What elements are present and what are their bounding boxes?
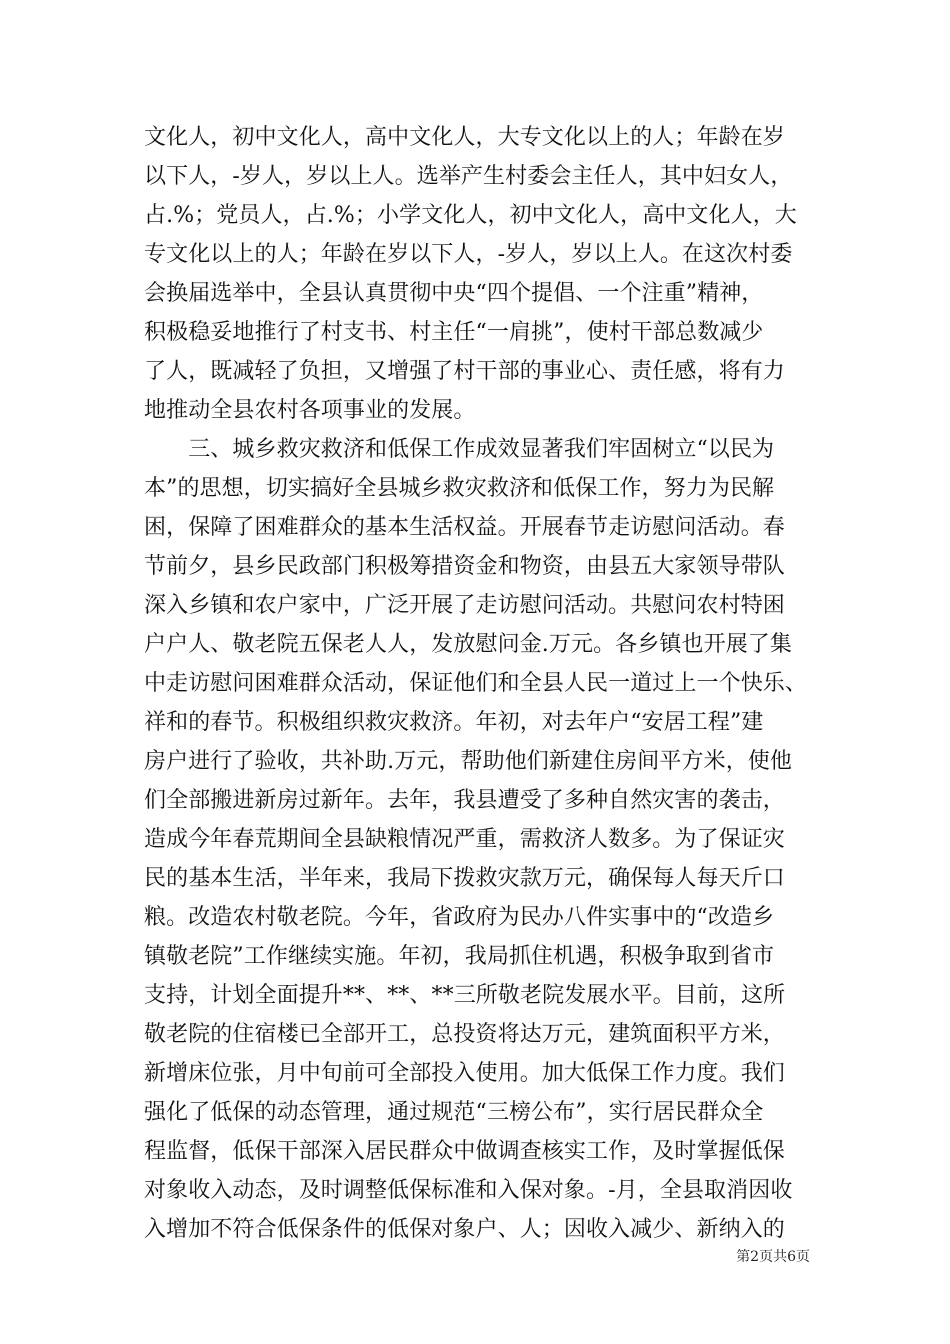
text-line: 文化人，初中文化人，高中文化人，大专文化以上的人；年龄在岁 bbox=[144, 125, 785, 150]
text-line: 积极稳妥地推行了村支书、村主任“一肩挑”，使村干部总数减少 bbox=[144, 320, 764, 345]
text-line: 新增床位张，月中旬前可全部投入使用。加大低保工作力度。我们 bbox=[144, 1061, 785, 1086]
text-line: 深入乡镇和农户家中，广泛开展了走访慰问活动。共慰问农村特困 bbox=[144, 593, 785, 618]
text-line: 会换届选举中，全县认真贯彻中央“四个提倡、一个注重”精神， bbox=[144, 281, 764, 306]
text-line: 造成今年春荒期间全县缺粮情况严重，需救济人数多。为了保证灾 bbox=[144, 827, 785, 852]
text-line: 祥和的春节。积极组织救灾救济。年初，对去年户“安居工程”建 bbox=[144, 710, 764, 735]
page-number: 第2页共6页 bbox=[736, 1249, 810, 1265]
text-line: 对象收入动态，及时调整低保标准和入保对象。-月，全县取消因收 bbox=[144, 1178, 793, 1203]
text-line: 敬老院的住宿楼已全部开工，总投资将达万元，建筑面积平方米， bbox=[144, 1022, 785, 1047]
text-line: 程监督，低保干部深入居民群众中做调查核实工作，及时掌握低保 bbox=[144, 1139, 785, 1164]
text-line: 入增加不符合低保条件的低保对象户、人；因收入减少、新纳入的 bbox=[144, 1217, 785, 1242]
text-line: 本”的思想，切实搞好全县城乡救灾救济和低保工作，努力为民解 bbox=[144, 476, 775, 501]
text-line: 强化了低保的动态管理，通过规范“三榜公布”，实行居民群众全 bbox=[144, 1100, 764, 1125]
text-line: 房户进行了验收，共补助.万元，帮助他们新建住房间平方米，使他 bbox=[144, 749, 792, 774]
text-line: 专文化以上的人；年龄在岁以下人，-岁人，岁以上人。在这次村委 bbox=[144, 242, 793, 267]
text-line: 以下人，-岁人，岁以上人。选举产生村委会主任人，其中妇女人， bbox=[144, 164, 793, 189]
text-line: 困，保障了困难群众的基本生活权益。开展春节走访慰问活动。春 bbox=[144, 515, 785, 540]
text-line: 三、城乡救灾救济和低保工作成效显著我们牢固树立“以民为 bbox=[144, 437, 775, 462]
text-line: 们全部搬进新房过新年。去年，我县遭受了多种自然灾害的袭击， bbox=[144, 788, 785, 813]
text-line: 粮。改造农村敬老院。今年，省政府为民办八件实事中的“改造乡 bbox=[144, 905, 775, 930]
text-line: 镇敬老院”工作继续实施。年初，我局抓住机遇，积极争取到省市 bbox=[144, 944, 775, 969]
document-body bbox=[144, 118, 810, 1249]
text-line: 中走访慰问困难群众活动，保证他们和全县人民一道过上一个快乐、 bbox=[144, 671, 808, 696]
text-line: 节前夕，县乡民政部门积极筹措资金和物资，由县五大家领导带队 bbox=[144, 554, 785, 579]
text-line: 地推动全县农村各项事业的发展。 bbox=[144, 398, 476, 423]
text-line: 户户人、敬老院五保老人人，发放慰问金.万元。各乡镇也开展了集 bbox=[144, 632, 792, 657]
text-line: 占.%；党员人，占.%；小学文化人，初中文化人，高中文化人，大 bbox=[144, 203, 797, 228]
text-line: 民的基本生活，半年来，我局下拨救灾款万元，确保每人每天斤口 bbox=[144, 866, 785, 891]
text-line: 支持，计划全面提升**、**、**三所敬老院发展水平。目前，这所 bbox=[144, 983, 786, 1008]
text-line: 了人，既减轻了负担，又增强了村干部的事业心、责任感，将有力 bbox=[144, 359, 785, 384]
